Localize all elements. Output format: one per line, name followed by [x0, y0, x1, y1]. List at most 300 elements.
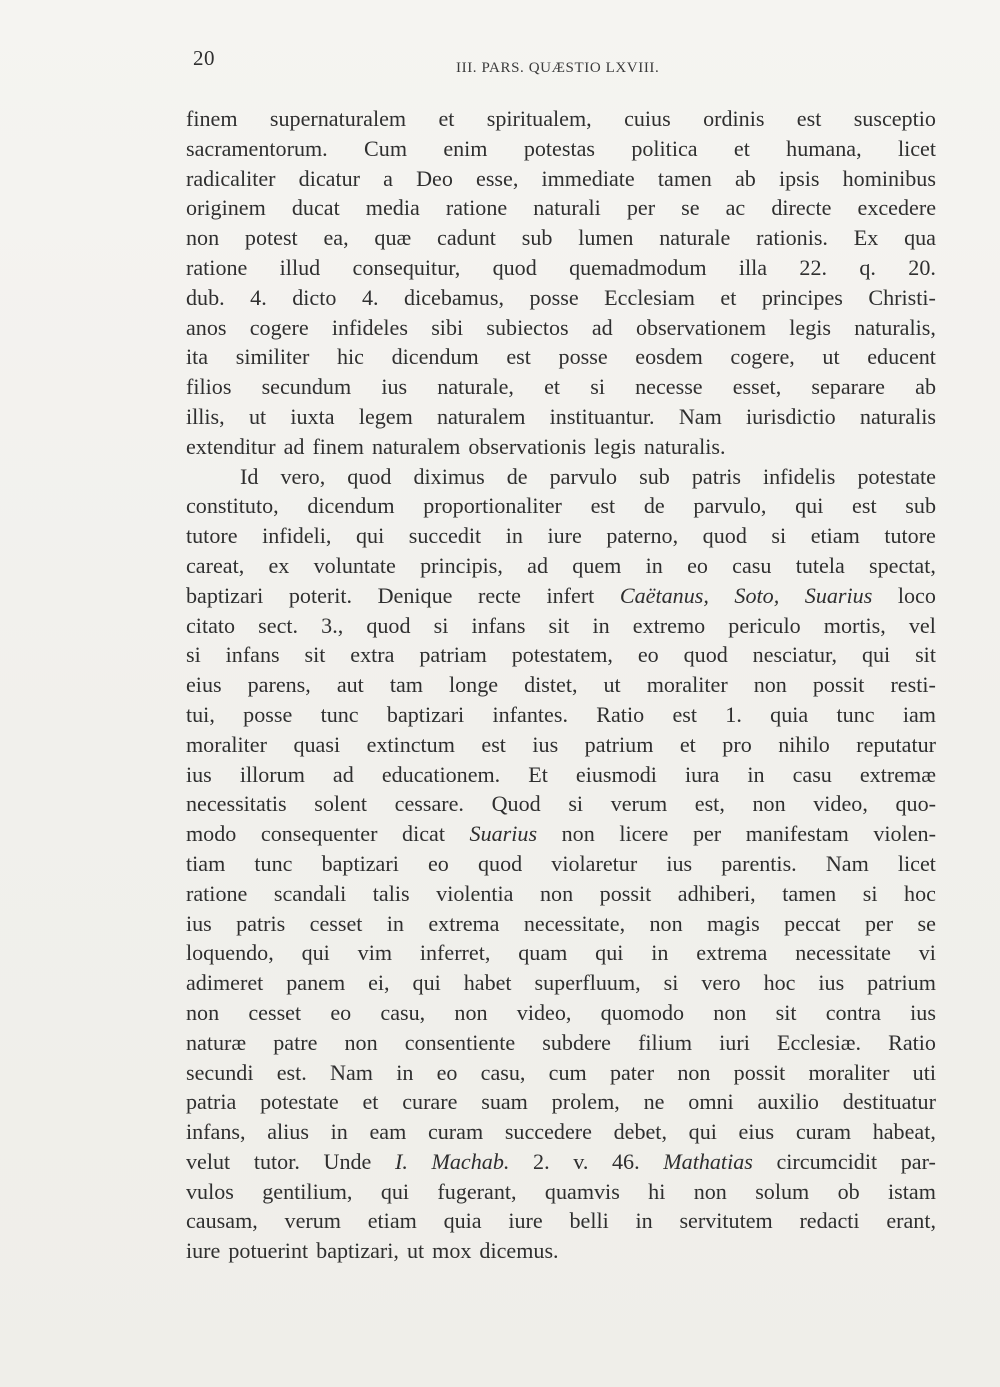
word: naturali [533, 195, 601, 221]
word: est [796, 106, 822, 131]
word: cessare. [394, 791, 464, 817]
word: principes [761, 284, 843, 310]
word: 4. [361, 284, 379, 310]
word: si [663, 970, 679, 996]
word: ratione [445, 195, 508, 221]
word: Ex [853, 225, 879, 251]
word: filium [638, 1029, 693, 1055]
word: dicendum [307, 493, 395, 519]
word: Nam [678, 403, 722, 429]
word: infideli, [262, 523, 332, 549]
word: Christi- [868, 284, 936, 310]
word: superfluum, [534, 970, 641, 996]
word: moraliter [808, 1059, 890, 1085]
text-line [186, 164, 936, 194]
word: causam, [186, 1208, 258, 1234]
word: tamen [657, 165, 712, 191]
word: vi [918, 940, 936, 966]
word: originem [186, 195, 266, 221]
word: hoc [904, 880, 936, 906]
word: eius [738, 1119, 775, 1145]
word: modo [186, 821, 237, 847]
word: secundum [261, 374, 352, 400]
word: Denique [377, 582, 453, 608]
word: ac [725, 195, 746, 221]
word: filios [186, 374, 232, 400]
word: dicemus. [479, 1238, 559, 1264]
word: est [506, 344, 531, 370]
word: naturalem [371, 433, 461, 459]
word: ita [186, 344, 209, 370]
word: per [864, 910, 894, 936]
word: non [540, 880, 574, 906]
word: extremæ [859, 761, 936, 787]
text-line [186, 670, 936, 700]
text-line [186, 789, 936, 819]
word: potuerint [228, 1238, 309, 1264]
word: lumen [578, 225, 634, 251]
word: eo [637, 642, 659, 668]
word: et [438, 106, 455, 131]
word: consentiente [404, 1029, 516, 1055]
word: quem [572, 552, 622, 578]
word: sect. [258, 612, 299, 638]
text-line [186, 730, 936, 760]
word: careat, [186, 552, 245, 578]
word: iurisdictio [746, 403, 836, 429]
word: debet, [613, 1119, 667, 1145]
word: vero [701, 970, 741, 996]
word: ne [643, 1089, 665, 1115]
word: extremo [632, 612, 706, 638]
word: in [386, 910, 404, 936]
word: naturalis [859, 403, 936, 429]
word: redacti [799, 1208, 860, 1234]
word: quasi [293, 731, 341, 757]
word: infidelis [762, 463, 836, 489]
word: patris [691, 463, 741, 489]
word: longe [448, 672, 499, 698]
word: verum [284, 1208, 341, 1234]
word: qui [301, 940, 330, 966]
word: anos [186, 314, 227, 340]
word: eam [369, 1119, 407, 1145]
word: sit [775, 999, 797, 1025]
italic-word: Mathatias [663, 1148, 753, 1174]
word: illud [279, 254, 321, 280]
word: Unde [323, 1148, 372, 1174]
word: velut [186, 1148, 231, 1174]
word: extinctum [366, 731, 455, 757]
word: extrema [428, 910, 500, 936]
word: et [720, 284, 737, 310]
word: iuxta [290, 403, 335, 429]
word: destituatur [842, 1089, 936, 1115]
word: in [651, 940, 669, 966]
word: necessitate [795, 940, 891, 966]
word: qui [795, 493, 824, 519]
word: cadunt [437, 225, 496, 251]
word: tunc [254, 850, 293, 876]
word: Ratio [888, 1029, 936, 1055]
word: per [692, 821, 722, 847]
word: Ecclesiam [604, 284, 695, 310]
word: est [481, 731, 506, 757]
word: video, [813, 791, 868, 817]
word: alius [267, 1119, 309, 1145]
word: ob [837, 1178, 860, 1204]
word: quia [443, 1208, 482, 1234]
word: potestas [523, 135, 595, 161]
word: cuius [624, 106, 671, 131]
word: secundi [186, 1059, 254, 1085]
word: ius [532, 731, 559, 757]
word: qua [904, 225, 936, 251]
word: susceptio [853, 106, 936, 131]
word: licet [897, 850, 936, 876]
word: proportionaliter [423, 493, 562, 519]
word: esse, [476, 165, 519, 191]
word: non [344, 1029, 378, 1055]
word: non [753, 672, 787, 698]
word: ius [818, 970, 845, 996]
word: non [677, 1059, 711, 1085]
word: paterno, [606, 523, 679, 549]
word: sub [521, 225, 553, 251]
word: servitutem [679, 1208, 773, 1234]
word: observationis [468, 433, 587, 459]
word: quod [477, 850, 523, 876]
word: possit [599, 880, 652, 906]
word: 1. [725, 701, 742, 727]
word: ius [381, 374, 408, 400]
word: quomodo [600, 999, 685, 1025]
word: cum [548, 1059, 587, 1085]
word: gentilium, [262, 1178, 353, 1204]
word: et [733, 135, 750, 161]
word: erant, [886, 1208, 936, 1234]
text-line [186, 342, 936, 372]
word: de [643, 493, 665, 519]
word: supernaturalem [269, 106, 407, 131]
text-line [186, 968, 936, 998]
italic-word: I. [394, 1148, 408, 1174]
word: 20. [908, 254, 936, 280]
text-line [186, 253, 936, 283]
word: adimeret [186, 970, 264, 996]
text-line [186, 909, 936, 939]
word: ius [910, 999, 936, 1025]
word: sibi [431, 314, 464, 340]
word: parvulo, [693, 493, 767, 519]
word: ratione [186, 880, 248, 906]
word: baptizari [321, 850, 399, 876]
italic-word: Caëtanus, [619, 582, 709, 608]
word: necessitate, [523, 910, 626, 936]
word: si [186, 642, 201, 668]
word: infans, [186, 1119, 246, 1145]
word: v. [573, 1148, 589, 1174]
text-line [186, 104, 936, 134]
word: sacramentorum. [186, 135, 328, 161]
word: enim [443, 135, 488, 161]
word: distet, [524, 672, 578, 698]
word: quæ [374, 225, 412, 251]
word: possit [733, 1059, 786, 1085]
word: si [433, 612, 449, 638]
word: par- [900, 1148, 936, 1174]
text-line [186, 283, 936, 313]
word: quemadmodum [569, 254, 707, 280]
word: solum [755, 1178, 810, 1204]
word: Et [528, 761, 548, 787]
word: 3., [321, 612, 344, 638]
word: aut [336, 672, 364, 698]
word: vel [908, 612, 936, 638]
word: in [635, 1208, 653, 1234]
text-line [186, 1147, 936, 1177]
text-line [186, 313, 936, 343]
word: quod [366, 612, 411, 638]
text-line [186, 760, 936, 790]
text-line [186, 1117, 936, 1147]
word: constituto, [186, 493, 279, 519]
word: ei, [368, 970, 390, 996]
word: voluntate [313, 552, 396, 578]
word: fugerant, [437, 1178, 517, 1204]
word: dicebamus, [404, 284, 505, 310]
word: sit [915, 642, 936, 668]
word: manifestam [745, 821, 849, 847]
word: finem [186, 106, 238, 131]
word: inferret, [419, 940, 491, 966]
word: Nam [825, 850, 869, 876]
word: scandali [273, 880, 347, 906]
word: violen- [873, 821, 936, 847]
word: posse [529, 284, 579, 310]
word: vulos [186, 1178, 234, 1204]
word: suam [481, 1089, 528, 1115]
word: politica [631, 135, 698, 161]
word: talis [372, 880, 410, 906]
word: hoc [763, 970, 796, 996]
word: quod [347, 463, 392, 489]
word: posse [243, 701, 293, 727]
word: dicatur [298, 165, 361, 191]
word: est [852, 493, 877, 519]
word: ut [248, 403, 267, 429]
word: tam [389, 672, 423, 698]
word: eiusmodi [575, 761, 657, 787]
text-line [186, 521, 936, 551]
word: sub [905, 493, 936, 519]
word: non [693, 1178, 727, 1204]
word: etiam [367, 1208, 417, 1234]
word: parentis. [721, 850, 797, 876]
text-line [186, 581, 936, 611]
word: contra [825, 999, 881, 1025]
word: parvulo [549, 463, 618, 489]
word: uti [912, 1059, 936, 1085]
word: cesset [248, 999, 302, 1025]
word: 2. [533, 1148, 550, 1174]
word: necesse [635, 374, 703, 400]
word: non [752, 791, 786, 817]
word: se [917, 910, 936, 936]
italic-word: Soto, [734, 582, 780, 608]
word: in [330, 1119, 348, 1145]
word: quod [492, 254, 537, 280]
word: subdere [542, 1029, 611, 1055]
word: eo [436, 1059, 458, 1085]
word: patriam [419, 642, 487, 668]
word: Ecclesiæ. [776, 1029, 862, 1055]
word: habet [463, 970, 512, 996]
word: si [568, 791, 584, 817]
word: non [454, 999, 488, 1025]
word: rationis. [756, 225, 828, 251]
word: moraliter [646, 672, 728, 698]
text-line [186, 1177, 936, 1207]
word: infans [471, 612, 526, 638]
word: de [506, 463, 528, 489]
word: quia [770, 701, 809, 727]
word: resti- [890, 672, 936, 698]
word: baptizari [386, 701, 465, 727]
word: non [186, 225, 220, 251]
word: extenditur [186, 433, 276, 459]
word: mox [432, 1238, 472, 1264]
word: ad [283, 433, 305, 459]
word: dicat [402, 821, 445, 847]
word: in [505, 523, 523, 549]
word: se [681, 195, 700, 221]
word: ipsis [778, 165, 820, 191]
word: spectat, [869, 552, 936, 578]
word: ut [822, 344, 840, 370]
word: tutore [186, 523, 238, 549]
text-line [186, 432, 936, 462]
word: 22. [799, 254, 828, 280]
word: dicendum [391, 344, 479, 370]
word: non [649, 910, 683, 936]
word: omni [688, 1089, 734, 1115]
word: potestatem, [511, 642, 613, 668]
word: spiritualem, [486, 106, 592, 131]
word: excedere [857, 195, 936, 221]
word: succedere [504, 1119, 592, 1145]
word: video, [516, 999, 572, 1025]
word: vero, [280, 463, 326, 489]
word: violaretur [551, 850, 638, 876]
word: consequenter [260, 821, 378, 847]
word: in [747, 761, 765, 787]
word: sub [639, 463, 670, 489]
word: dicto [292, 284, 337, 310]
word: casu, [380, 999, 426, 1025]
word: ex [268, 552, 290, 578]
text-line [186, 1206, 936, 1236]
word: Deo [416, 165, 453, 191]
word: esset, [732, 374, 782, 400]
word: belli [569, 1208, 609, 1234]
word: casu [732, 552, 772, 578]
word: radicaliter [186, 165, 276, 191]
text-line [186, 1028, 936, 1058]
word: eo [428, 850, 449, 876]
word: in [396, 1059, 414, 1085]
page-number: 20 [193, 46, 215, 70]
word: ius [186, 910, 212, 936]
word: eosdem [635, 344, 703, 370]
text-line [186, 938, 936, 968]
word: licet [897, 135, 936, 161]
word: ut [406, 1238, 425, 1264]
word: ut [603, 672, 621, 698]
word: quo- [895, 791, 936, 817]
word: auxilio [757, 1089, 819, 1115]
word: etiam [810, 523, 860, 549]
word: succedit [408, 523, 482, 549]
word: est, [694, 791, 725, 817]
word: si [590, 374, 605, 400]
word: immediate [541, 165, 635, 191]
word: observationem [635, 314, 767, 340]
word: patris [236, 910, 286, 936]
word: infideles [331, 314, 408, 340]
word: extra [350, 642, 395, 668]
word: educent [867, 344, 936, 370]
word: est. [276, 1059, 307, 1085]
word: necessitatis [186, 791, 287, 817]
word: 4. [250, 284, 267, 310]
word: non [561, 821, 595, 847]
word: curam [795, 1119, 852, 1145]
word: naturalem [437, 403, 526, 429]
word: patrium [867, 970, 936, 996]
word: iuri [719, 1029, 750, 1055]
word: ea, [323, 225, 349, 251]
word: non [186, 999, 220, 1025]
word: tutela [795, 552, 845, 578]
word: patre [273, 1029, 318, 1055]
word: poterit. [288, 582, 353, 608]
word: qui [595, 940, 624, 966]
word: hic [336, 344, 364, 370]
word: iure [186, 1238, 221, 1264]
text-line [186, 640, 936, 670]
word: habeat, [872, 1119, 936, 1145]
word: tunc [836, 701, 875, 727]
word: legem [358, 403, 413, 429]
word: solent [314, 791, 368, 817]
word: cesset [309, 910, 363, 936]
word: possit [812, 672, 865, 698]
word: parens, [247, 672, 311, 698]
word: et [362, 1089, 379, 1115]
text-line [186, 998, 936, 1028]
word: vim [357, 940, 393, 966]
word: illorum [239, 761, 305, 787]
text-line [186, 1087, 936, 1117]
word: in [592, 612, 610, 638]
word: tutore [884, 523, 936, 549]
word: illa [738, 254, 768, 280]
text-line [186, 372, 936, 402]
text-line [186, 879, 936, 909]
word: humana, [786, 135, 862, 161]
word: iam [902, 701, 936, 727]
